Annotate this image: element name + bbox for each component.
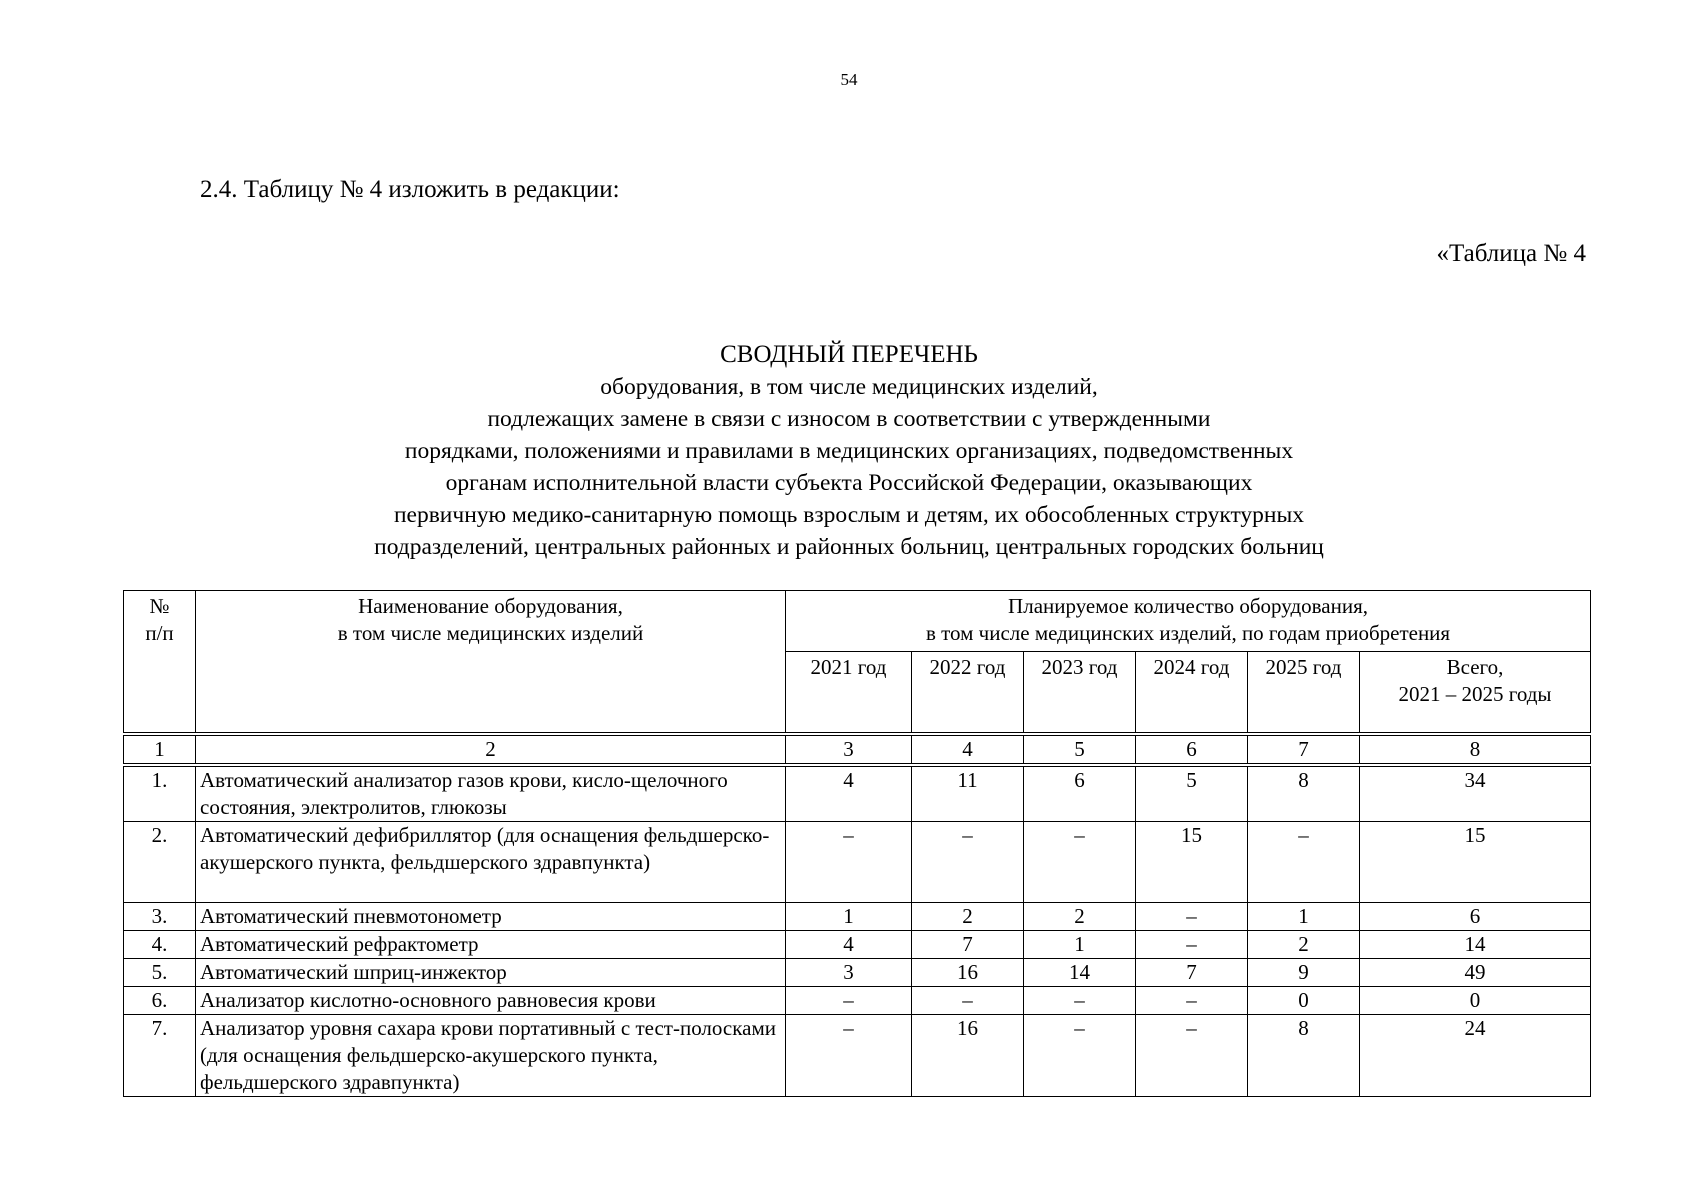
row-name: Автоматический шприц-инжектор <box>196 959 786 987</box>
heading-line: первичную медико-санитарную помощь взрослым и детям, их обособленных структурных <box>393 502 1305 528</box>
row-2022: 16 <box>912 1015 1024 1097</box>
header-name-line2: в том числе медицинских изделий <box>337 621 644 645</box>
header-year: 2021 год <box>786 652 912 735</box>
column-number: 7 <box>1248 734 1360 765</box>
header-num-line1: № <box>149 594 170 618</box>
row-2021: 4 <box>786 931 912 959</box>
table-row <box>124 987 1591 1015</box>
row-2021: 3 <box>786 959 912 987</box>
row-name: Автоматический рефрактометр <box>196 931 786 959</box>
equipment-table <box>123 590 1591 1097</box>
header-year: 2023 год <box>1024 652 1136 735</box>
row-2022: – <box>912 822 1024 903</box>
header-total-line1: Всего, <box>1446 655 1504 679</box>
row-2024: – <box>1136 903 1248 931</box>
row-2024: – <box>1136 1015 1248 1097</box>
table-header-row <box>124 591 1591 652</box>
heading-line: оборудования, в том числе медицинских изделий, <box>600 374 1098 400</box>
row-2022: 2 <box>912 903 1024 931</box>
column-number: 1 <box>124 734 196 765</box>
row-2023: 2 <box>1024 903 1136 931</box>
row-2024: 7 <box>1136 959 1248 987</box>
row-2021: – <box>786 1015 912 1097</box>
header-total-line2: 2021 – 2025 годы <box>1398 682 1552 706</box>
column-number: 5 <box>1024 734 1136 765</box>
row-2023: – <box>1024 1015 1136 1097</box>
row-name: Автоматический пневмотонометр <box>196 903 786 931</box>
row-num: 1. <box>124 765 196 822</box>
row-name: Анализатор кислотно-основного равновесия крови <box>196 987 786 1015</box>
column-number: 8 <box>1360 734 1591 765</box>
row-2025: 8 <box>1248 1015 1360 1097</box>
row-num: 5. <box>124 959 196 987</box>
row-total: 14 <box>1360 931 1591 959</box>
header-year: 2025 год <box>1248 652 1360 735</box>
document-heading <box>0 338 1698 563</box>
row-2025: 9 <box>1248 959 1360 987</box>
row-total: 34 <box>1360 765 1591 822</box>
row-2023: 6 <box>1024 765 1136 822</box>
row-2024: – <box>1136 987 1248 1015</box>
row-2025: 2 <box>1248 931 1360 959</box>
heading-line: подразделений, центральных районных и районных больниц, центральных городских больниц <box>374 534 1324 560</box>
row-total: 24 <box>1360 1015 1591 1097</box>
heading-line: порядками, положениями и правилами в медицинских организациях, подведомственных <box>404 438 1294 464</box>
table-reference: «Таблица № 4 <box>1436 240 1586 267</box>
header-num <box>124 591 196 735</box>
table-row <box>124 931 1591 959</box>
row-name: Автоматический анализатор газов крови, кисло-щелочного состояния, электролитов, глюкозы <box>196 765 786 822</box>
row-2024: 5 <box>1136 765 1248 822</box>
row-num: 6. <box>124 987 196 1015</box>
row-2024: 15 <box>1136 822 1248 903</box>
row-name: Анализатор уровня сахара крови портативный с тест-полосками (для оснащения фельдшерско-акушерского пункта, фельдшерского здравпункта) <box>196 1015 786 1097</box>
header-year: 2024 год <box>1136 652 1248 735</box>
table-row <box>124 1015 1591 1097</box>
row-2022: 11 <box>912 765 1024 822</box>
header-num-line2: п/п <box>145 621 174 645</box>
row-2025: – <box>1248 822 1360 903</box>
heading-title: СВОДНЫЙ ПЕРЕЧЕНЬ <box>720 341 978 368</box>
header-planned-line2: в том числе медицинских изделий, по годам приобретения <box>925 621 1451 645</box>
table-row <box>124 765 1591 822</box>
row-num: 2. <box>124 822 196 903</box>
row-2021: – <box>786 822 912 903</box>
row-total: 0 <box>1360 987 1591 1015</box>
header-total <box>1360 652 1591 735</box>
table-row <box>124 959 1591 987</box>
column-number: 4 <box>912 734 1024 765</box>
row-total: 6 <box>1360 903 1591 931</box>
row-2021: – <box>786 987 912 1015</box>
row-num: 7. <box>124 1015 196 1097</box>
table-row <box>124 822 1591 903</box>
column-number: 3 <box>786 734 912 765</box>
row-num: 4. <box>124 931 196 959</box>
row-2021: 1 <box>786 903 912 931</box>
row-2024: – <box>1136 931 1248 959</box>
row-2022: 16 <box>912 959 1024 987</box>
row-2025: 8 <box>1248 765 1360 822</box>
intro-text: 2.4. Таблицу № 4 изложить в редакции: <box>200 176 620 203</box>
row-num: 3. <box>124 903 196 931</box>
row-2021: 4 <box>786 765 912 822</box>
row-2023: – <box>1024 987 1136 1015</box>
header-name <box>196 591 786 735</box>
column-numbers-row <box>124 734 1591 765</box>
row-2025: 0 <box>1248 987 1360 1015</box>
table-row <box>124 903 1591 931</box>
row-2025: 1 <box>1248 903 1360 931</box>
page-number: 54 <box>840 70 858 89</box>
row-2023: 1 <box>1024 931 1136 959</box>
header-name-line1: Наименование оборудования, <box>358 594 623 618</box>
row-total: 15 <box>1360 822 1591 903</box>
header-planned-line1: Планируемое количество оборудования, <box>1008 594 1368 618</box>
row-name: Автоматический дефибриллятор (для оснащения фельдшерско-акушерского пункта, фельдшерского здравпункта) <box>196 822 786 903</box>
row-2023: 14 <box>1024 959 1136 987</box>
column-number: 2 <box>196 734 786 765</box>
row-2023: – <box>1024 822 1136 903</box>
header-year: 2022 год <box>912 652 1024 735</box>
column-number: 6 <box>1136 734 1248 765</box>
row-2022: – <box>912 987 1024 1015</box>
heading-line: органам исполнительной власти субъекта Российской Федерации, оказывающих <box>445 470 1253 496</box>
header-planned <box>786 591 1591 652</box>
row-total: 49 <box>1360 959 1591 987</box>
row-2022: 7 <box>912 931 1024 959</box>
heading-line: подлежащих замене в связи с износом в соответствии с утвержденными <box>487 406 1211 432</box>
